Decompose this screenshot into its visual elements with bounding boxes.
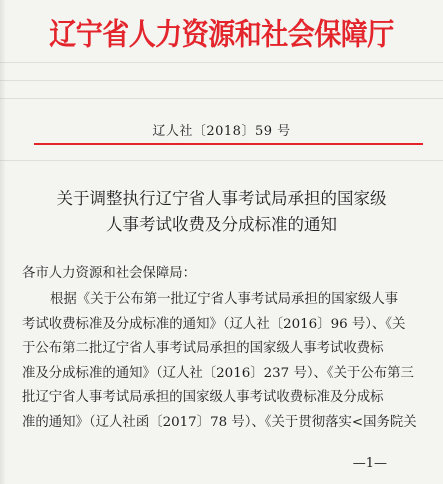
- body-line: 于公布第二批辽宁省人事考试局承担的国家级人事考试收费标: [22, 341, 384, 357]
- bleed-line: [0, 98, 443, 99]
- notice-title-line: 关于调整执行辽宁省人事考试局承担的国家级: [56, 189, 387, 208]
- body-line: 准及分成标准的通知》（辽人社〔2016〕237 号）、《关于公布第三: [22, 365, 414, 381]
- body-line: 考试收费标准及分成标准的通知》（辽人社〔2016〕96 号）、《关: [22, 316, 406, 332]
- body-line: 根据《关于公布第一批辽宁省人事考试局承担的国家级人事: [50, 292, 399, 307]
- red-separator-line: [34, 143, 423, 145]
- notice-title-line: 人事考试收费及分成标准的通知: [106, 215, 337, 234]
- bleed-line: [0, 160, 443, 161]
- body-text: [22, 288, 422, 436]
- notice-title: [0, 186, 443, 238]
- document-number: 辽人社〔2018〕59 号: [152, 124, 291, 139]
- body-line: 准的通知》（辽人社函〔2017〕78 号）、《关于贯彻落实<国务院关: [22, 414, 417, 430]
- addressee: 各市人力资源和社会保障局：: [22, 266, 197, 281]
- page-edge-shadow: [0, 0, 6, 484]
- bleed-line: [0, 80, 443, 81]
- bleed-line: [0, 62, 443, 63]
- body-line: 批辽宁省人事考试局承担的国家级人事考试收费标准及分成标: [22, 390, 384, 406]
- page-number: —1—: [352, 456, 387, 471]
- issuing-organization-title: 辽宁省人力资源和社会保障厅: [49, 17, 394, 53]
